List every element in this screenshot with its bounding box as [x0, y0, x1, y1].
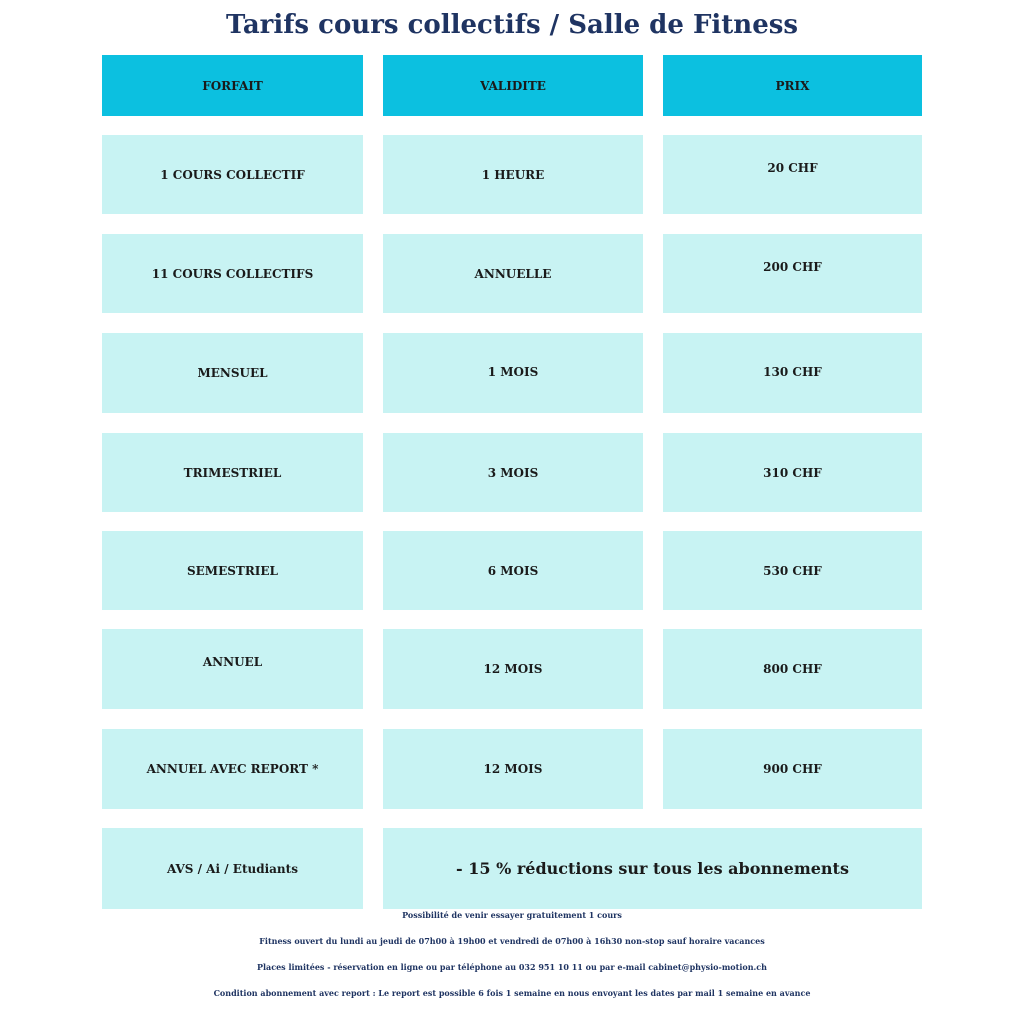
cell-validite: 12 MOIS — [383, 729, 643, 809]
header-validite: VALIDITE — [383, 55, 643, 116]
page-title: Tarifs cours collectifs / Salle de Fitness — [225, 10, 799, 40]
cell-validite: ANNUELLE — [383, 234, 643, 313]
cell-validite: 1 MOIS — [383, 333, 643, 413]
cell-validite: 12 MOIS — [383, 629, 643, 709]
cell-validite: 3 MOIS — [383, 433, 643, 512]
cell-prix: 200 CHF — [663, 234, 922, 313]
footer-booking-contact: Places limitées - réservation en ligne ou par téléphone au 032 951 10 11 ou par e-mail cabinet@physio-motion.ch — [256, 962, 767, 972]
cell-prix: 900 CHF — [663, 729, 922, 809]
cell-prix: 20 CHF — [663, 135, 922, 214]
header-forfait: FORFAIT — [102, 55, 363, 116]
cell-prix: 130 CHF — [663, 333, 922, 413]
cell-prix: 310 CHF — [663, 433, 922, 512]
footer-trial-note: Possibilité de venir essayer gratuitement 1 cours — [402, 910, 622, 920]
cell-forfait: ANNUEL AVEC REPORT * — [102, 729, 363, 809]
cell-validite: 1 HEURE — [383, 135, 643, 214]
cell-forfait: MENSUEL — [102, 333, 363, 413]
cell-forfait: TRIMESTRIEL — [102, 433, 363, 512]
cell-forfait: 1 COURS COLLECTIF — [102, 135, 363, 214]
cell-forfait: 11 COURS COLLECTIFS — [102, 234, 363, 313]
cell-discount-forfait: AVS / Ai / Etudiants — [102, 828, 363, 909]
header-prix: PRIX — [663, 55, 922, 116]
footer-opening-hours: Fitness ouvert du lundi au jeudi de 07h00 à 19h00 et vendredi de 07h00 à 16h30 non-stop sauf horaire vacances — [259, 936, 765, 946]
cell-forfait: SEMESTRIEL — [102, 531, 363, 610]
cell-prix: 800 CHF — [663, 629, 922, 709]
cell-validite: 6 MOIS — [383, 531, 643, 610]
footer-report-condition: Condition abonnement avec report : Le report est possible 6 fois 1 semaine en nous envoyant les dates par mail 1 semaine en avance — [213, 988, 811, 998]
cell-forfait: ANNUEL — [102, 629, 363, 709]
cell-prix: 530 CHF — [663, 531, 922, 610]
cell-discount-text: - 15 % réductions sur tous les abonnements — [383, 828, 922, 909]
